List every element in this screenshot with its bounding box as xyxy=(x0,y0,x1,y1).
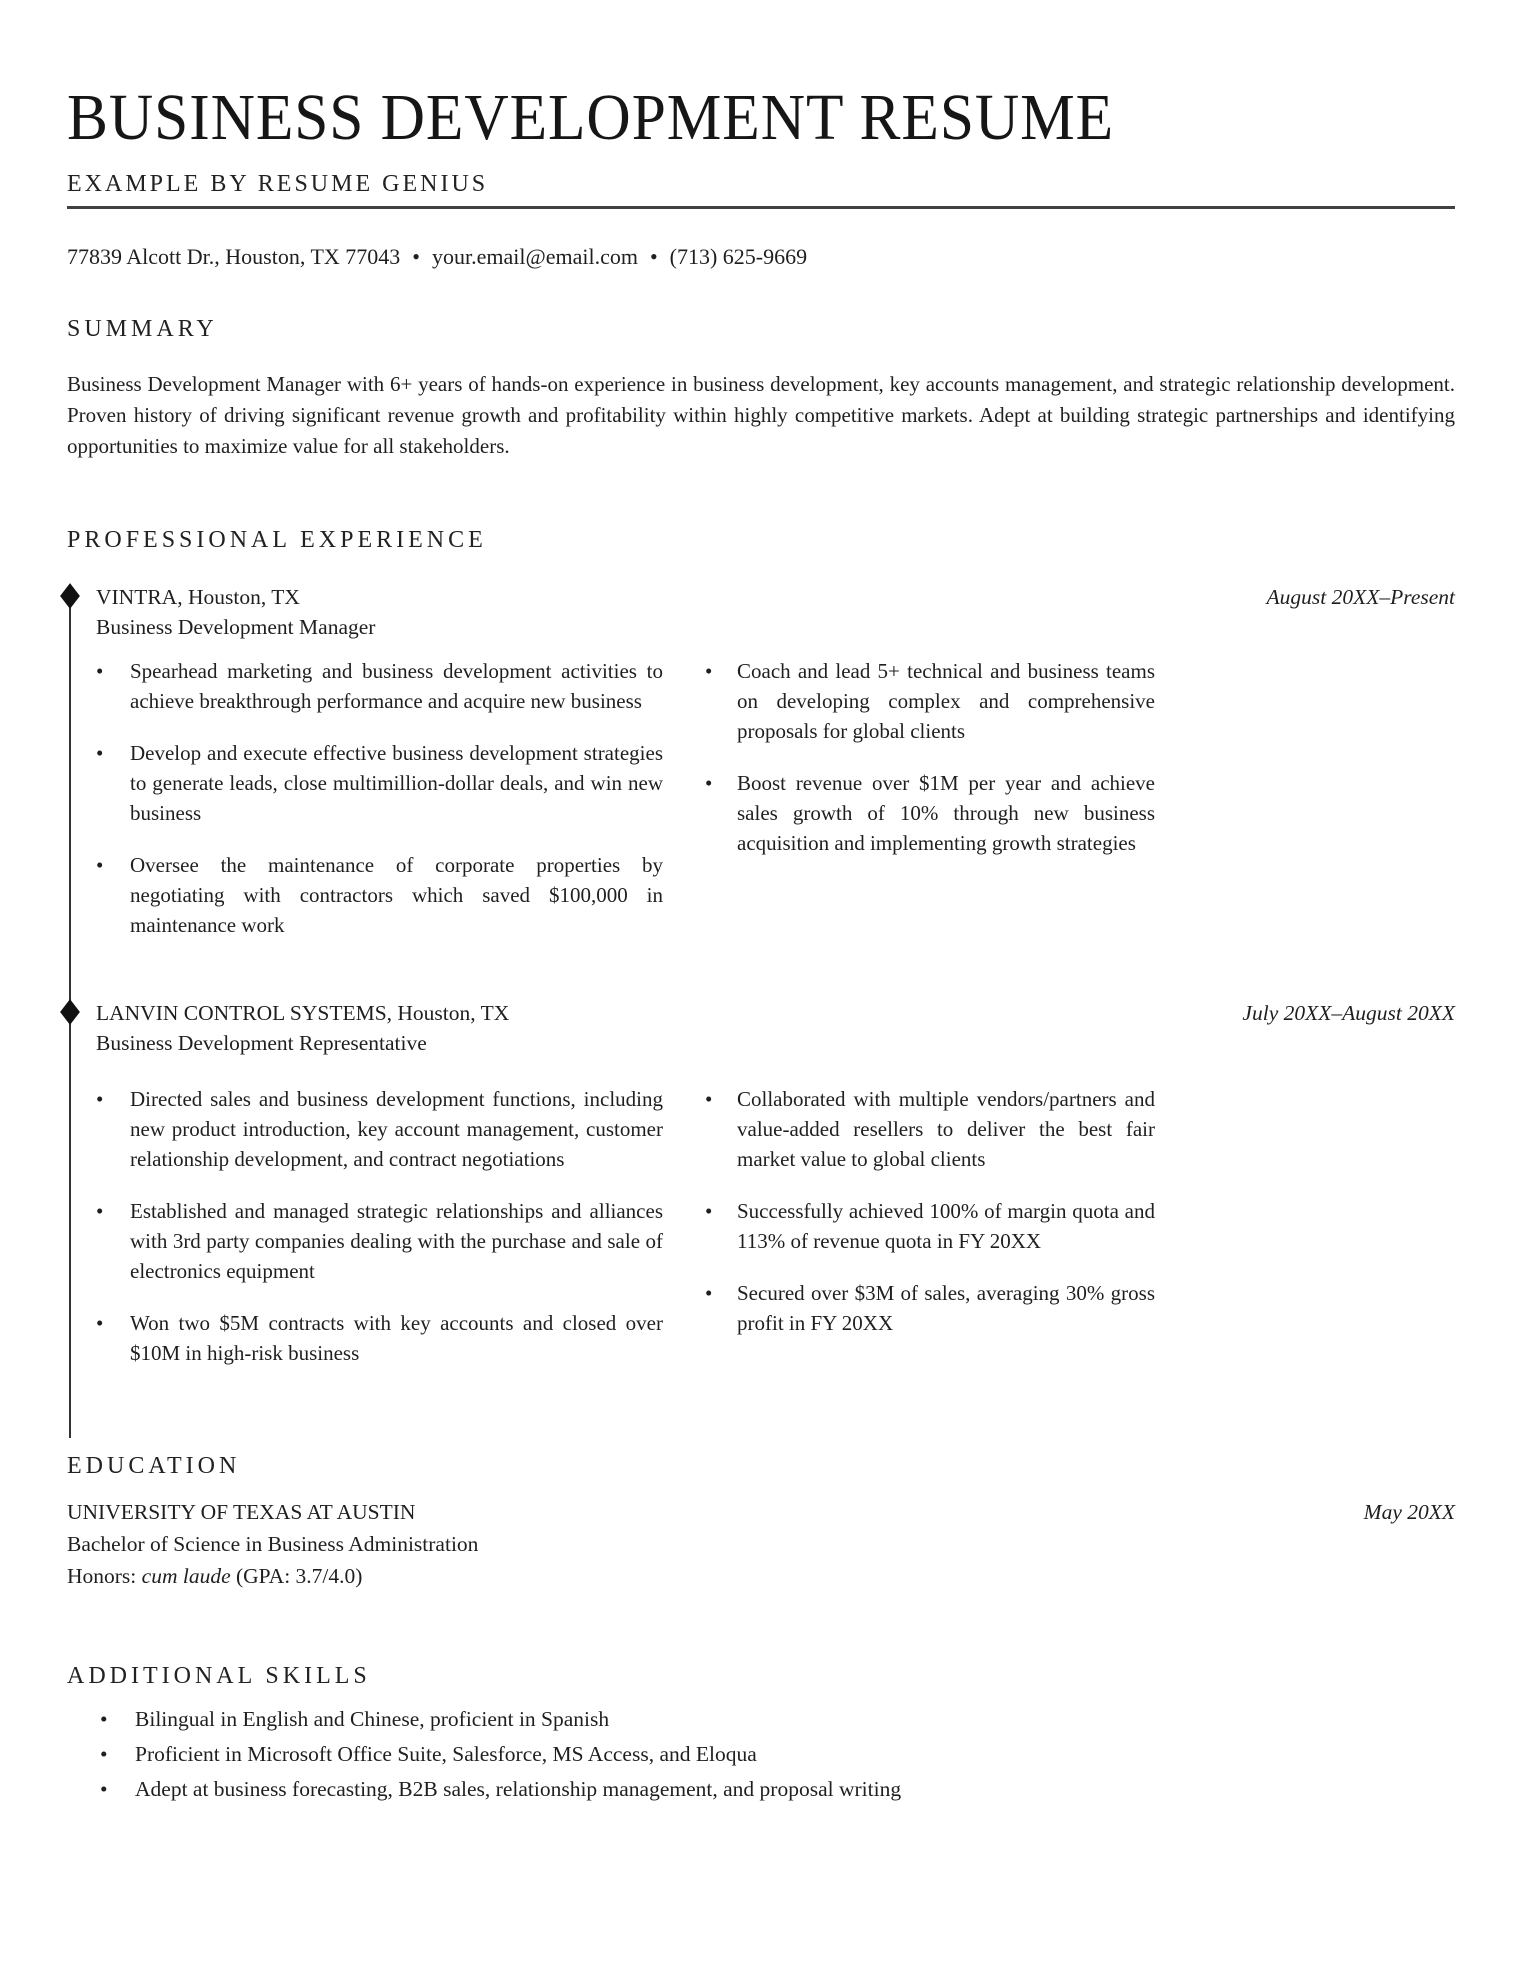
bullet-columns xyxy=(67,1084,1455,1368)
skills-heading: ADDITIONAL SKILLS xyxy=(67,1663,371,1689)
bullet-item xyxy=(96,656,663,716)
bullet-dot-icon: • xyxy=(96,741,104,765)
honors-prefix: Honors: xyxy=(67,1564,142,1588)
job-title: Business Development Representative xyxy=(96,1031,427,1055)
entry-title-block xyxy=(96,998,509,1058)
honors-suffix: (GPA: 3.7/4.0) xyxy=(230,1564,363,1588)
bullet-text: Won two $5M contracts with key accounts and closed over $10M in high-risk business xyxy=(130,1311,663,1365)
bullet-dot-icon: • xyxy=(96,853,104,877)
bullet-item xyxy=(96,738,663,828)
bullet-item xyxy=(705,656,1155,746)
contact-address: 77839 Alcott Dr., Houston, TX 77043 xyxy=(67,244,401,269)
skill-item xyxy=(100,1737,1455,1772)
education-details xyxy=(67,1496,478,1592)
bullet-dot-icon: • xyxy=(705,1199,713,1223)
bullet-list-right xyxy=(705,1084,1155,1368)
honors-emphasis: cum laude xyxy=(141,1564,231,1588)
summary-text: Business Development Manager with 6+ years of hands-on experience in business development, key accounts management, and strategic relationship development. Proven history of driving significant revenue growth and profitability within highly competitive markets. Adept at building strategic partnerships and identifying opportunities to maximize value for all stakeholders. xyxy=(67,372,1455,458)
bullet-item xyxy=(96,1308,663,1368)
education-entry xyxy=(67,1496,1455,1592)
bullet-text: Established and managed strategic relationships and alliances with 3rd party companies dealing with the purchase and sale of electronics equipment xyxy=(130,1199,663,1283)
honors-line xyxy=(67,1560,478,1592)
company-name: LANVIN CONTROL SYSTEMS, Houston, TX xyxy=(96,1001,510,1025)
bullet-text: Directed sales and business development functions, including new product introduction, key account management, customer relationship development, and contract negotiations xyxy=(130,1087,663,1171)
experience-heading: PROFESSIONAL EXPERIENCE xyxy=(67,527,487,553)
graduation-date: May 20XX xyxy=(1363,1500,1455,1524)
bullet-text: Spearhead marketing and business development activities to achieve breakthrough performance and acquire new business xyxy=(130,659,663,713)
date-range: July 20XX–August 20XX xyxy=(1242,1001,1455,1025)
bullet-item xyxy=(705,1196,1155,1256)
skill-text: Proficient in Microsoft Office Suite, Salesforce, MS Access, and Eloqua xyxy=(135,1742,757,1766)
bullet-list-left xyxy=(96,656,663,940)
entry-title-block xyxy=(96,582,375,642)
bullet-dot-icon: • xyxy=(96,1311,104,1335)
summary-heading: SUMMARY xyxy=(67,316,218,342)
job-title: Business Development Manager xyxy=(96,615,376,639)
skill-item xyxy=(100,1702,1455,1737)
contact-separator: • xyxy=(649,244,658,269)
bullet-text: Oversee the maintenance of corporate properties by negotiating with contractors which saved $100,000 in maintenance work xyxy=(130,853,663,937)
bullet-text: Develop and execute effective business development strategies to generate leads, close multimillion-dollar deals, and win new business xyxy=(130,741,663,825)
section-experience xyxy=(67,526,1455,1438)
bullet-dot-icon: • xyxy=(705,771,713,795)
skill-text: Bilingual in English and Chinese, proficient in Spanish xyxy=(135,1707,610,1731)
contact-phone: (713) 625-9669 xyxy=(669,244,808,269)
contact-line xyxy=(67,243,1455,271)
bullet-item xyxy=(705,1278,1155,1338)
bullet-dot-icon: • xyxy=(100,1742,108,1766)
contact-email: your.email@email.com xyxy=(431,244,638,269)
bullet-item xyxy=(96,850,663,940)
header-rule xyxy=(67,206,1455,209)
section-skills xyxy=(67,1662,1455,1807)
bullet-list-left xyxy=(96,1084,663,1368)
bullet-columns xyxy=(67,656,1455,940)
entry-header xyxy=(67,582,1455,642)
bullet-text: Successfully achieved 100% of margin quota and 113% of revenue quota in FY 20XX xyxy=(737,1199,1155,1253)
bullet-dot-icon: • xyxy=(96,659,104,683)
bullet-dot-icon: • xyxy=(705,1281,713,1305)
bullet-dot-icon: • xyxy=(100,1707,108,1731)
bullet-item xyxy=(96,1084,663,1174)
company-name: VINTRA, Houston, TX xyxy=(96,585,300,609)
bullet-list-right xyxy=(705,656,1155,940)
resume-subtitle: EXAMPLE BY RESUME GENIUS xyxy=(67,171,489,197)
section-summary xyxy=(67,315,1455,462)
contact-separator: • xyxy=(412,244,420,269)
experience-timeline xyxy=(67,582,1455,1438)
bullet-item xyxy=(705,768,1155,858)
degree: Bachelor of Science in Business Administration xyxy=(67,1532,479,1556)
skill-text: Adept at business forecasting, B2B sales, relationship management, and proposal writing xyxy=(135,1777,902,1801)
bullet-text: Collaborated with multiple vendors/partners and value-added resellers to deliver the best fair market value to global clients xyxy=(737,1087,1155,1171)
entry-header xyxy=(67,998,1455,1058)
bullet-item xyxy=(96,1196,663,1286)
bullet-text: Boost revenue over $1M per year and achieve sales growth of 10% through new business acquisition and implementing growth strategies xyxy=(737,771,1155,855)
bullet-text: Coach and lead 5+ technical and business teams on developing complex and comprehensive proposals for global clients xyxy=(737,659,1155,743)
skills-list xyxy=(67,1702,1455,1807)
bullet-dot-icon: • xyxy=(100,1777,108,1801)
education-heading: EDUCATION xyxy=(67,1453,241,1479)
bullet-dot-icon: • xyxy=(96,1199,104,1223)
section-education xyxy=(67,1452,1455,1592)
resume-title: BUSINESS DEVELOPMENT RESUME xyxy=(67,81,1115,154)
bullet-item xyxy=(705,1084,1155,1174)
bullet-dot-icon: • xyxy=(96,1087,104,1111)
date-range: August 20XX–Present xyxy=(1266,585,1455,609)
bullet-dot-icon: • xyxy=(705,659,713,683)
bullet-dot-icon: • xyxy=(705,1087,713,1111)
experience-entry-lanvin xyxy=(67,998,1455,1368)
bullet-text: Secured over $3M of sales, averaging 30% gross profit in FY 20XX xyxy=(737,1281,1155,1335)
experience-entry-vintra xyxy=(67,582,1455,940)
school-name: UNIVERSITY OF TEXAS AT AUSTIN xyxy=(67,1500,416,1524)
skill-item xyxy=(100,1772,1455,1807)
